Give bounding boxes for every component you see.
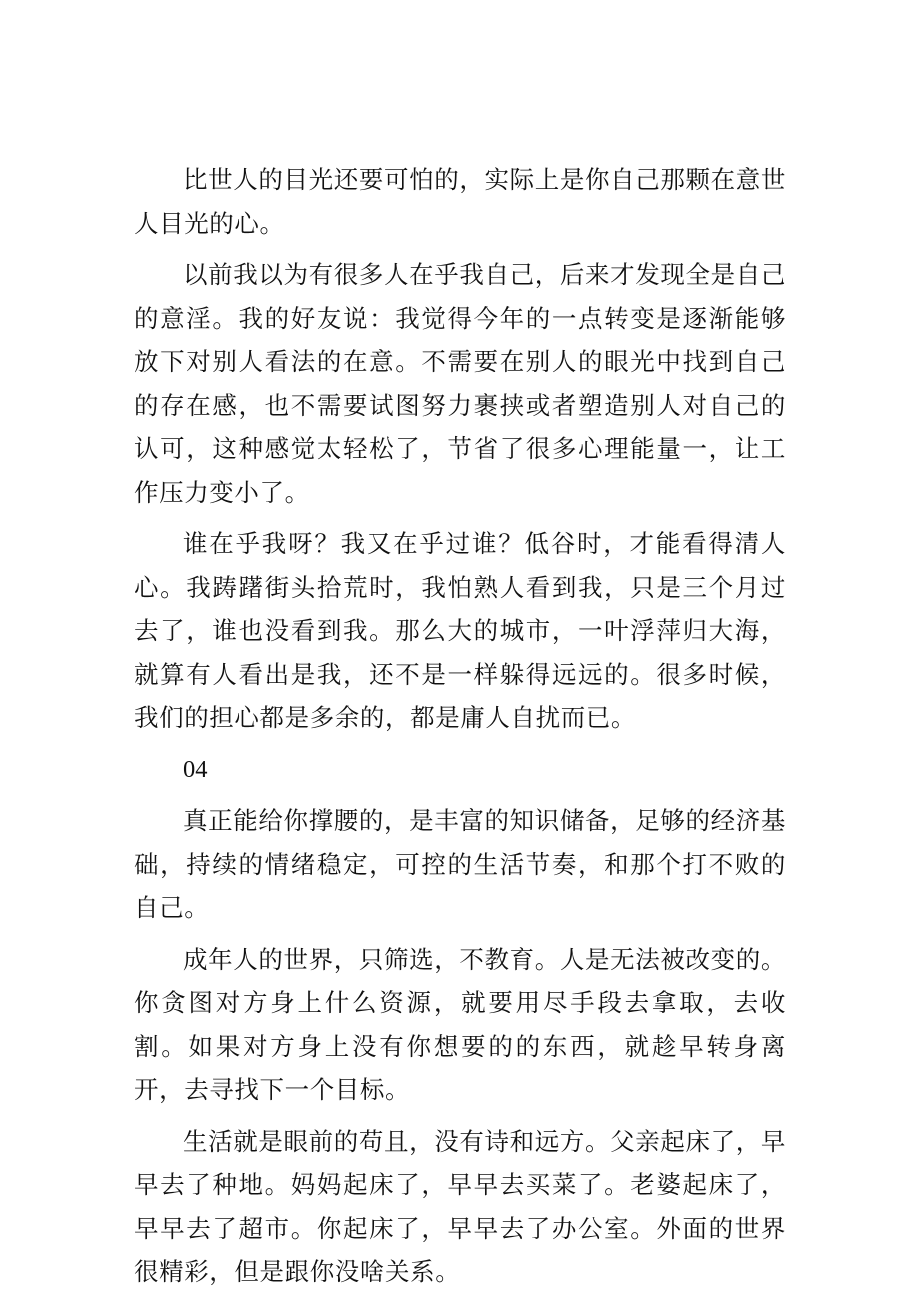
- document-body: [134, 158, 786, 1302]
- paragraph-who-cares: 谁在乎我呀？我又在乎过谁？低谷时，才能看得清人心。我踌躇街头拾荒时，我怕熟人看到我，只是三个月过去了，谁也没看到我。那么大的城市，一叶浮萍归大海，就算有人看出是我，还不是一样躲得远远的。很多时候，我们的担心都是多余的，都是庸人自扰而已。: [134, 529, 786, 732]
- section-number: 04: [183, 755, 208, 783]
- paragraph-adult-world: 成年人的世界，只筛选，不教育。人是无法被改变的。你贪图对方身上什么资源，就要用尽手段去拿取，去收割。如果对方身上没有你想要的的东西，就趁早转身离开，去寻找下一个目标。: [134, 944, 786, 1104]
- paragraph-backing: 真正能给你撑腰的，是丰富的知识储备，足够的经济基础，持续的情绪稳定，可控的生活节奏，和那个打不败的自己。: [134, 806, 786, 922]
- paragraph-daily-life: 生活就是眼前的苟且，没有诗和远方。父亲起床了，早早去了种地。妈妈起床了，早早去买菜了。老婆起床了，早早去了超市。你起床了，早早去了办公室。外面的世界很精彩，但是跟你没啥关系。: [134, 1126, 786, 1286]
- paragraph-friend-quote: 以前我以为有很多人在乎我自己，后来才发现全是自己的意淫。我的好友说：我觉得今年的一点转变是逐渐能够放下对别人看法的在意。不需要在别人的眼光中找到自己的存在感，也不需要试图努力裹挟或者塑造别人对自己的认可，这种感觉太轻松了，节省了很多心理能量一，让工作压力变小了。: [134, 260, 786, 507]
- paragraph-gaze: 比世人的目光还要可怕的，实际上是你自己那颗在意世人目光的心。: [134, 165, 786, 238]
